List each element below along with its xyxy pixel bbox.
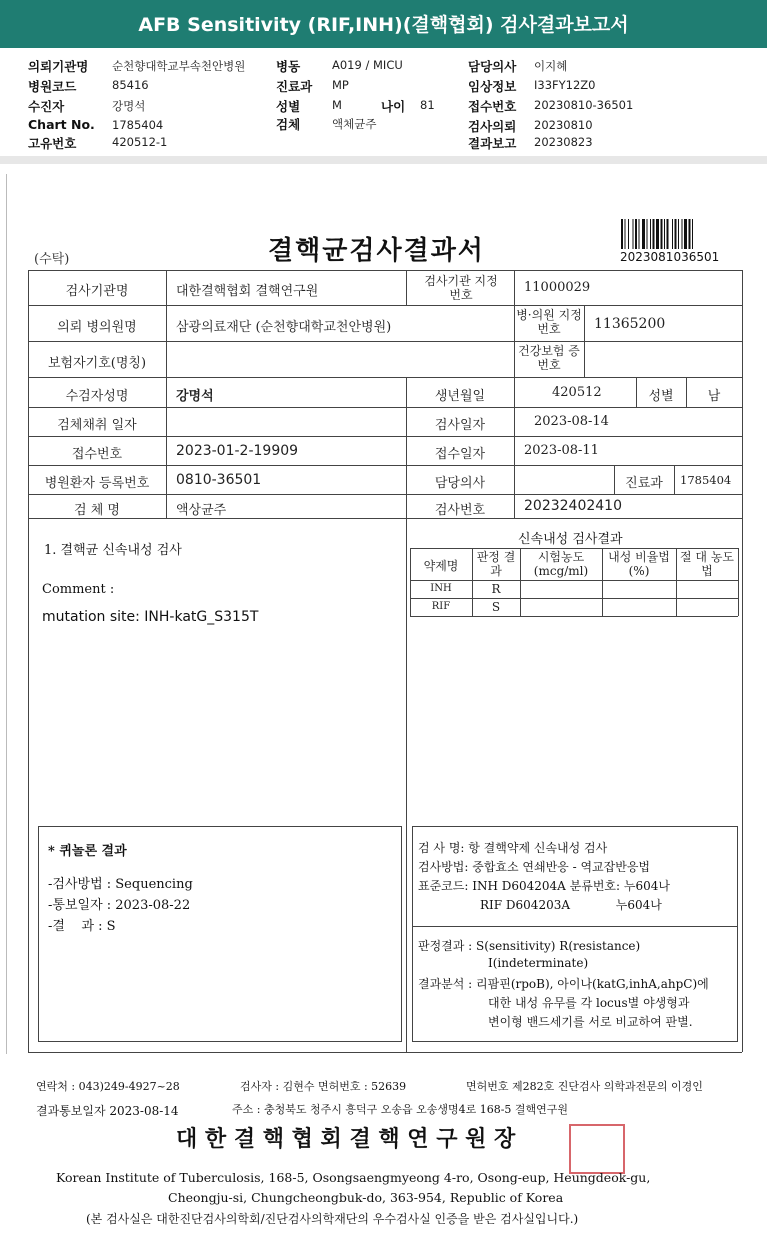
notice-date: 결과통보일자 2023-08-14 <box>36 1104 179 1118</box>
test-method: 검사방법: 중합효소 연쇄반응 - 역교잡반응법 <box>418 860 651 874</box>
test-date-value: 2023-08-14 <box>534 414 609 429</box>
analysis-line-3: 변이형 밴드세기를 서로 비교하여 판별. <box>488 1015 693 1029</box>
hosp-code-2: 11365200 <box>594 316 666 332</box>
uid-value: 420512-1 <box>112 135 168 149</box>
result-rif: S <box>491 600 501 614</box>
dept-value: MP <box>332 78 349 92</box>
judge-line-1: 판정결과 : S(sensitivity) R(resistance) <box>418 939 641 953</box>
receipt-date-label: 접수일자 <box>434 447 486 462</box>
req-org: 순천향대학교부속천안병원 <box>112 59 246 73</box>
specimen-value: 액체균주 <box>332 117 377 131</box>
col-drug: 약제명 <box>423 559 459 573</box>
analysis-line-1: 결과분석 : 리팜핀(rpoB), 아이나(katG,inhA,ahpC)에 <box>418 977 709 991</box>
clinical-value: I33FY12Z0 <box>534 78 596 92</box>
testee-name: 강명석 <box>176 389 214 404</box>
chart-label: Chart No. <box>28 117 95 132</box>
std-code: 표준코드: INH D604204A 분류번호: 누604나 <box>418 879 670 893</box>
specimen-name-value: 액상균주 <box>176 503 227 518</box>
doctor-label-2: 담당의사 <box>434 476 486 491</box>
ward-label: 병동 <box>276 59 301 74</box>
doctor-label: 담당의사 <box>468 59 517 74</box>
col-proportion: 내성 비율법(%) <box>608 550 670 578</box>
received-mark: (수탁) <box>34 252 70 267</box>
age-value: 81 <box>420 98 435 112</box>
drug-inh: INH <box>430 583 452 594</box>
patient-name: 강명석 <box>112 99 146 113</box>
title-banner <box>0 0 767 48</box>
dept-value-2: 1785404 <box>680 473 732 487</box>
birth-value: 420512 <box>552 385 602 400</box>
req-date-label: 검사의뢰 <box>468 119 517 134</box>
ward-value: A019 / MICU <box>332 58 403 72</box>
hosp-code: 85416 <box>112 78 149 92</box>
lab-code-label: 검사기관 지정번호 <box>424 274 498 302</box>
sheet-edge <box>6 174 7 1054</box>
sex-value-2: 남 <box>707 389 721 404</box>
sex-label-2: 성별 <box>648 389 674 404</box>
quinolone-title: * 퀴놀론 결과 <box>48 844 127 859</box>
std-code-2: RIF D604203A 누604나 <box>480 898 662 912</box>
specimen-name-label: 검 체 명 <box>74 503 120 518</box>
lab-name: 대한결핵협회 결핵연구원 <box>176 284 319 299</box>
insurer-label: 보험자기호(명칭) <box>47 356 147 371</box>
separator <box>0 156 767 164</box>
test-no-label: 검사번호 <box>434 503 486 518</box>
sex-value: M <box>332 98 342 112</box>
quinolone-result: -결 과 : S <box>48 919 116 934</box>
scanned-report <box>0 164 767 1246</box>
age-label: 나이 <box>381 99 406 114</box>
test-date-label: 검사일자 <box>434 418 486 433</box>
col-result: 판정 결과 <box>476 550 516 578</box>
col-concentration: 시험농도 (mcg/ml) <box>533 550 589 578</box>
patient-label: 수진자 <box>28 99 65 114</box>
hosp-code-label: 병원코드 <box>28 79 77 94</box>
comment-label: Comment : <box>42 582 115 597</box>
col-absolute: 절 대 농도법 <box>680 550 734 578</box>
english-address-1: Korean Institute of Tuberculosis, 168-5, Osongsaengmyeong 4-ro, Osong-eup, Heungdeok-gu, <box>56 1170 651 1185</box>
result-date-label: 결과보고 <box>468 136 517 151</box>
reg-no-label: 병원환자 등록번호 <box>44 476 150 491</box>
report-heading: 결핵균검사결과서 <box>268 236 485 266</box>
result-inh: R <box>491 582 501 596</box>
birth-label: 생년월일 <box>434 389 486 404</box>
tester: 검사자 : 김현수 면허번호 : 52639 <box>240 1080 407 1093</box>
chart-number: 1785404 <box>112 118 164 132</box>
ins-no-label: 건강보험 증번호 <box>518 344 580 372</box>
reg-no-value: 0810-36501 <box>176 472 262 488</box>
receipt-no-value: 2023-01-2-19909 <box>176 443 299 459</box>
dept-label: 진료과 <box>276 79 313 94</box>
english-address-2: Cheongju-si, Chungcheongbuk-do, 363-954, Republic of Korea <box>168 1190 564 1205</box>
req-date-value: 20230810 <box>534 118 593 132</box>
hosp-code-label-2: 병·의원 지정번호 <box>516 308 582 336</box>
clinical-label: 임상정보 <box>468 79 517 94</box>
hosp-name-label: 의뢰 병의원명 <box>57 320 137 335</box>
dept-label-2: 진료과 <box>625 476 663 491</box>
lab-name-label: 검사기관명 <box>65 284 129 299</box>
quinolone-notice: -통보일자 : 2023-08-22 <box>48 898 191 913</box>
barcode-number: 2023081036501 <box>620 250 720 264</box>
test-name: 검 사 명: 항 결핵약제 신속내성 검사 <box>418 841 608 855</box>
analysis-line-2: 대한 내성 유무를 각 locus별 야생형과 <box>488 996 690 1010</box>
drug-rif: RIF <box>431 601 451 612</box>
test-info-divider <box>412 926 737 927</box>
barcode <box>621 219 727 249</box>
result-date-value: 20230823 <box>534 135 593 149</box>
org-name: 대 한 결 핵 협 회 결 핵 연 구 원 장 <box>176 1126 516 1152</box>
collect-label: 검체채취 일자 <box>57 418 137 433</box>
receipt-date-value: 2023-08-11 <box>524 443 599 458</box>
sensitivity-table-title: 신속내성 검사결과 <box>518 532 623 547</box>
testee-label: 수검자성명 <box>65 389 129 404</box>
req-org-label: 의뢰기관명 <box>28 59 89 74</box>
receipt-label: 접수번호 <box>468 99 517 114</box>
license: 면허번호 제282호 진단검사 의학과전문의 이경인 <box>466 1080 703 1093</box>
test-no-value: 20232402410 <box>524 498 622 514</box>
report-title: AFB Sensitivity (RIF,INH)(결핵협회) 검사결과보고서 <box>138 14 629 36</box>
hosp-name: 삼광의료재단 (순천향대학교천안병원) <box>176 320 392 335</box>
receipt-no-label: 접수번호 <box>71 447 123 462</box>
receipt-value: 20230810-36501 <box>534 98 634 112</box>
uid-label: 고유번호 <box>28 136 77 151</box>
official-seal-icon <box>569 1124 625 1174</box>
certification-note: (본 검사실은 대한진단검사의학회/진단검사의학재단의 우수검사실 인증을 받은 검사실입니다.) <box>86 1212 579 1226</box>
address: 주소 : 충청북도 청주시 흥덕구 오송읍 오송생명4로 168-5 결핵연구원 <box>232 1103 569 1116</box>
judge-line-2: I(indeterminate) <box>488 956 589 970</box>
specimen-label: 검체 <box>276 117 301 132</box>
quinolone-method: -검사방법 : Sequencing <box>48 877 193 892</box>
lab-code: 11000029 <box>524 280 591 295</box>
section-title: 1. 결핵균 신속내성 검사 <box>44 543 182 558</box>
sex-label: 성별 <box>276 99 301 114</box>
mutation-site: mutation site: INH-katG_S315T <box>42 609 259 625</box>
contact: 연락처 : 043)249-4927~28 <box>36 1080 180 1093</box>
doctor-value: 이지혜 <box>534 59 568 73</box>
